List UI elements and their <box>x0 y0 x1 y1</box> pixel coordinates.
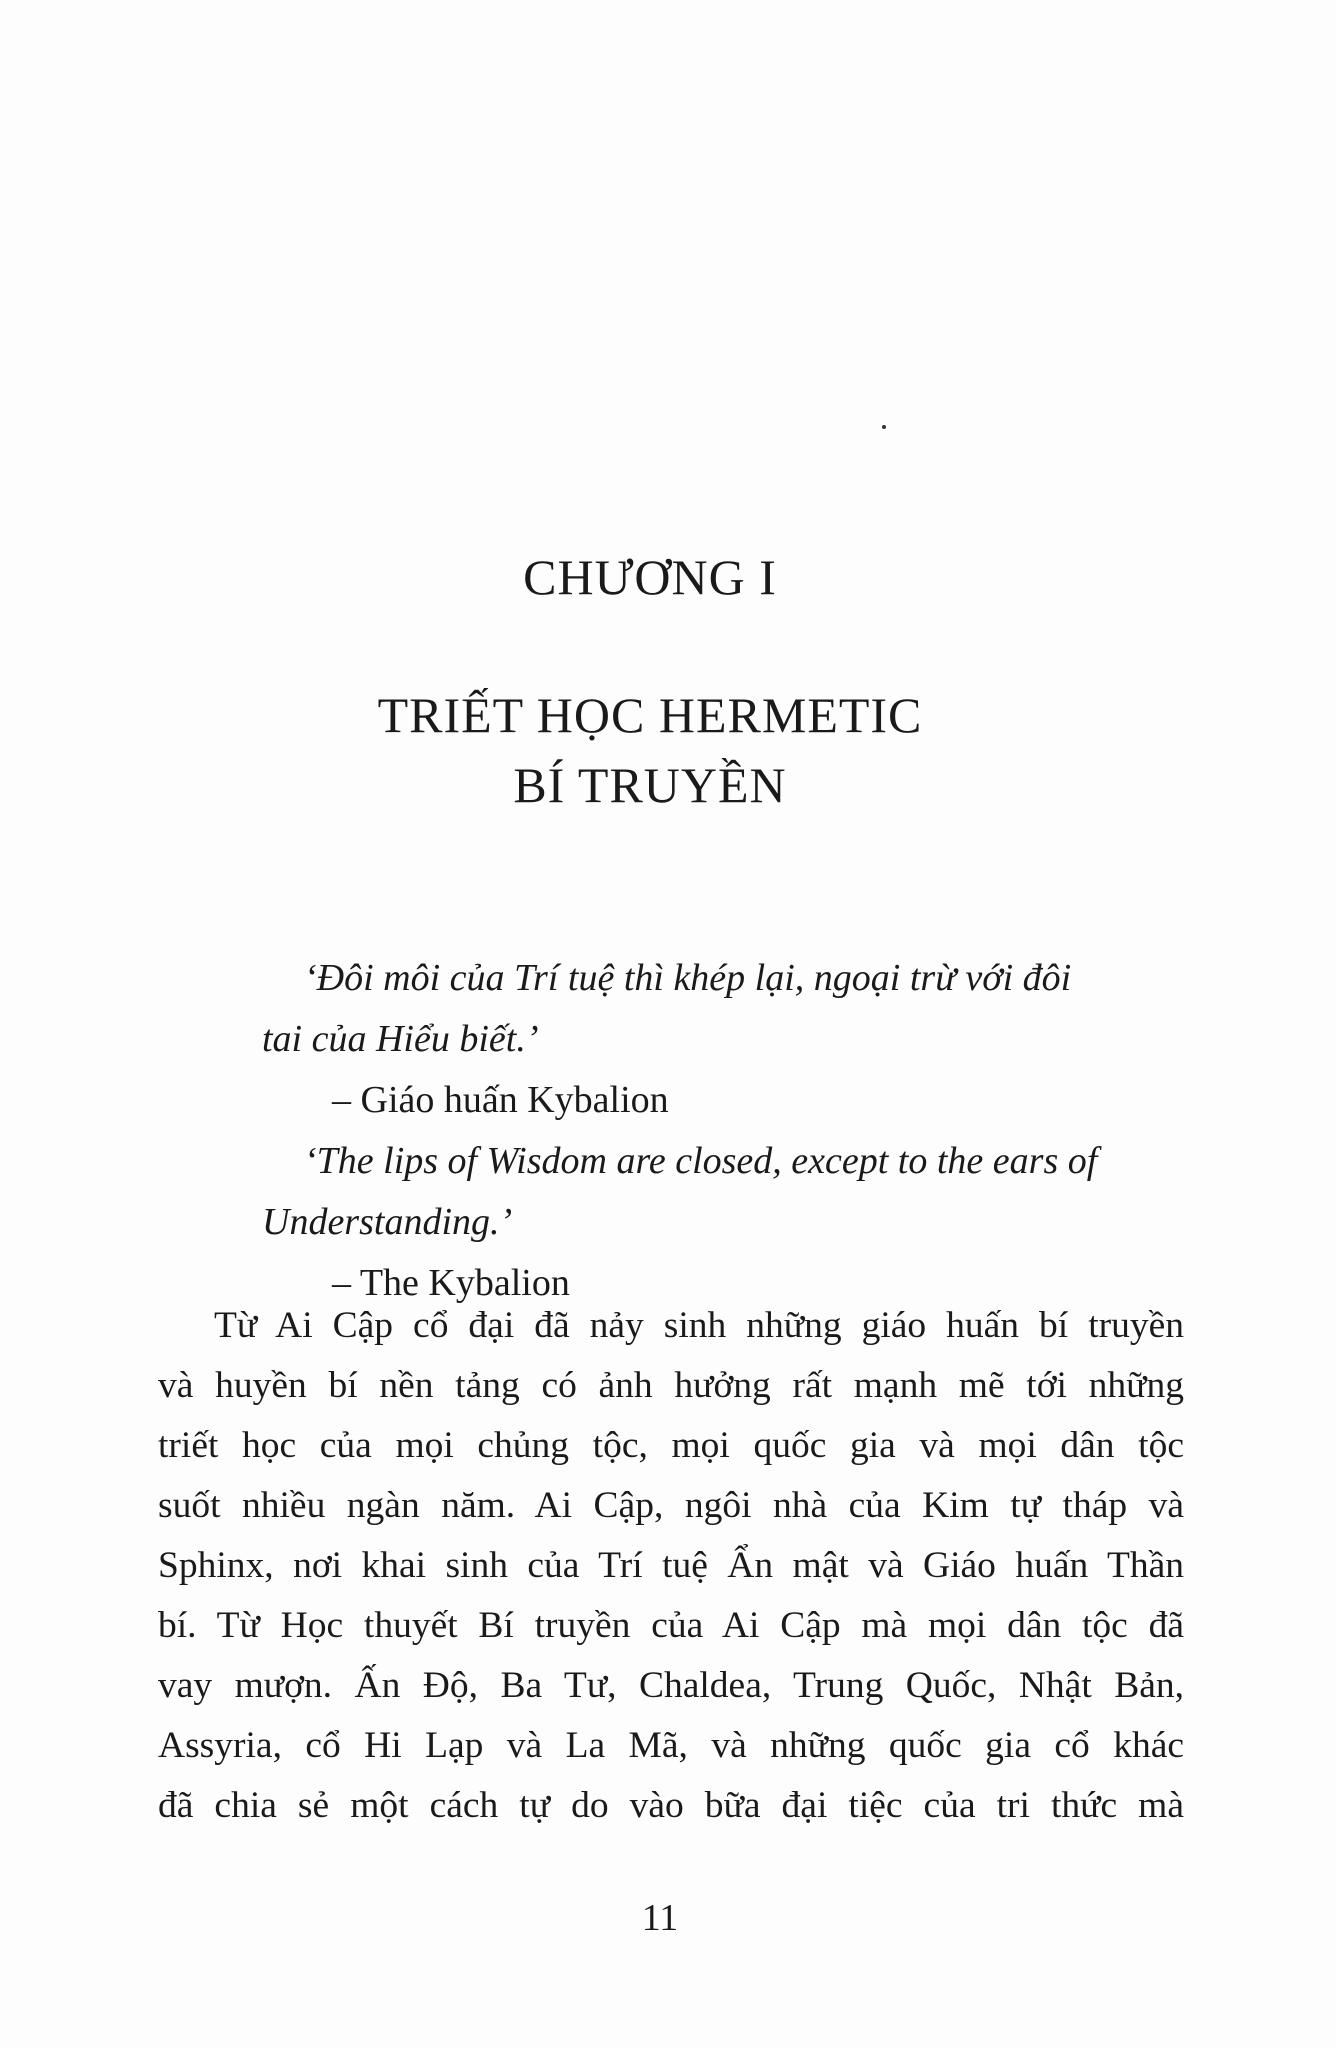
chapter-title-line: TRIẾT HỌC HERMETIC <box>377 687 923 743</box>
body-paragraph <box>158 1296 1184 1836</box>
epigraph <box>262 948 1182 1314</box>
epigraph-en-quote-line: ‘The lips of Wisdom are closed, except to the ears of <box>304 1140 1098 1182</box>
chapter-heading: CHƯƠNG I <box>523 549 777 605</box>
body-line: suốt nhiều ngàn năm. Ai Cập, ngôi nhà của Kim tự tháp và <box>158 1485 1184 1526</box>
page-number: 11 <box>641 1897 679 1939</box>
chapter-title <box>0 680 1300 820</box>
body-line: và huyền bí nền tảng có ảnh hưởng rất mạnh mẽ tới những <box>158 1365 1184 1406</box>
chapter-title-line: BÍ TRUYỀN <box>513 757 787 813</box>
body-line: Assyria, cổ Hi Lạp và La Mã, và những quốc gia cổ khác <box>158 1725 1184 1766</box>
epigraph-vi-quote-line: tai của Hiểu biết.’ <box>262 1018 539 1060</box>
epigraph-en-attribution: – The Kybalion <box>332 1262 570 1304</box>
body-line: đã chia sẻ một cách tự do vào bữa đại tiệc của tri thức mà <box>158 1785 1184 1826</box>
body-line: Sphinx, nơi khai sinh của Trí tuệ Ẩn mật và Giáo huấn Thần <box>158 1545 1184 1586</box>
epigraph-vi-quote-line: ‘Đôi môi của Trí tuệ thì khép lại, ngoại trừ với đôi <box>304 957 1072 999</box>
epigraph-en-quote-line: Understanding.’ <box>262 1201 513 1243</box>
body-line: Từ Ai Cập cổ đại đã nảy sinh những giáo huấn bí truyền <box>214 1305 1184 1346</box>
body-line: triết học của mọi chủng tộc, mọi quốc gia và mọi dân tộc <box>158 1425 1184 1466</box>
print-speck <box>882 425 886 429</box>
body-line: bí. Từ Học thuyết Bí truyền của Ai Cập mà mọi dân tộc đã <box>158 1605 1184 1646</box>
epigraph-vi-attribution: – Giáo huấn Kybalion <box>332 1079 669 1121</box>
body-line: vay mượn. Ấn Độ, Ba Tư, Chaldea, Trung Quốc, Nhật Bản, <box>158 1665 1184 1706</box>
